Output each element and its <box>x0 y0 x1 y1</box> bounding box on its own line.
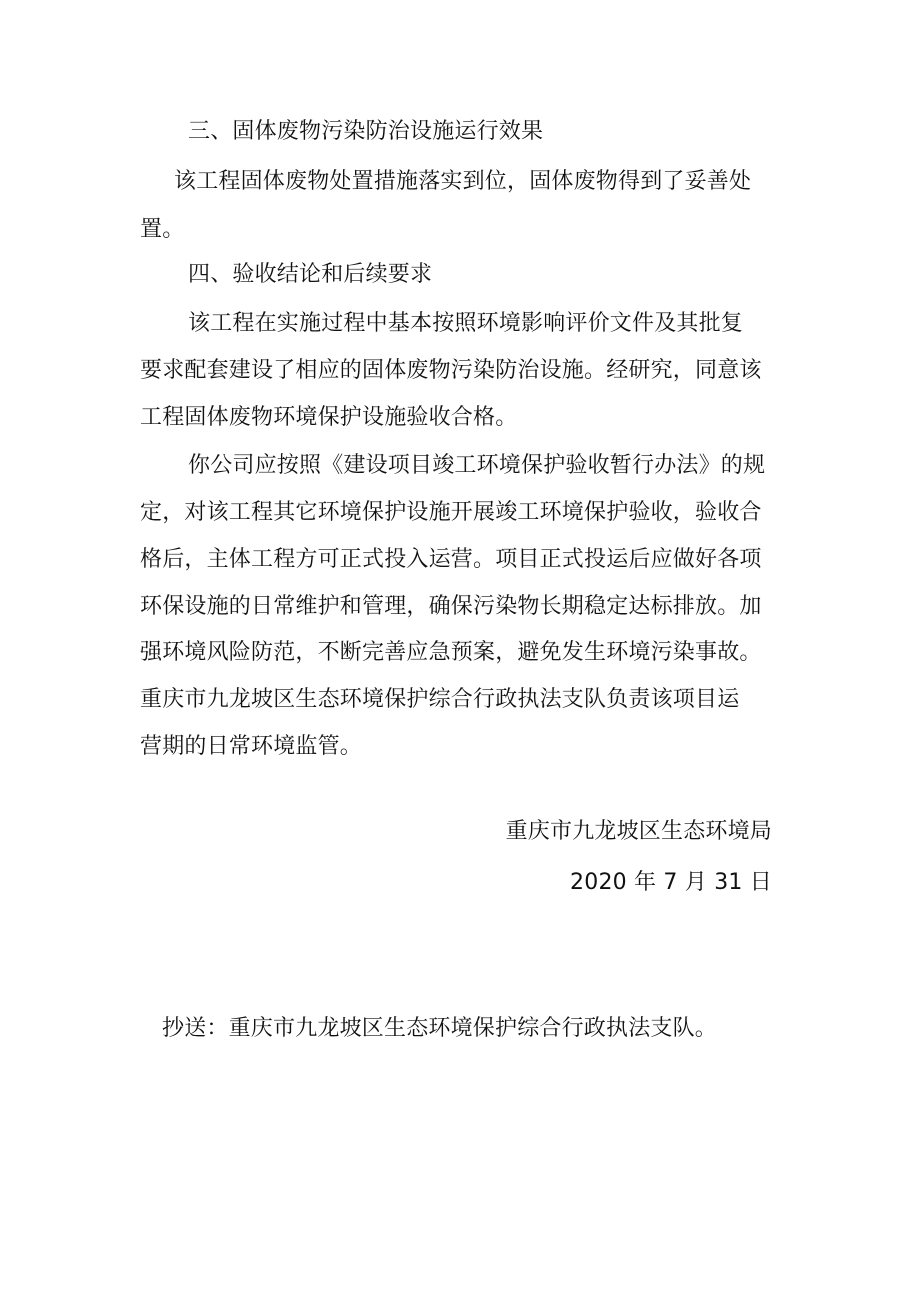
signature-date: 2020 年 7 月 31 日 <box>570 870 772 895</box>
section-3-heading: 三、固体废物污染防治设施运行效果 <box>188 119 544 144</box>
section-3-body-line-2: 置。 <box>140 217 185 242</box>
paragraph-2-line-2: 定，对该工程其它环境保护设施开展竣工环境保护验收，验收合 <box>140 500 762 525</box>
cc-line: 抄送：重庆市九龙坡区生态环境保护综合行政执法支队。 <box>162 1016 718 1041</box>
paragraph-2-line-5: 强环境风险防范，不断完善应急预案，避免发生环境污染事故。 <box>140 640 762 665</box>
section-3-body-line-1: 该工程固体废物处置措施落实到位，固体废物得到了妥善处 <box>174 169 752 194</box>
section-4-heading: 四、验收结论和后续要求 <box>188 262 433 287</box>
paragraph-2-line-7: 营期的日常环境监管。 <box>140 734 363 759</box>
paragraph-1-line-2: 要求配套建设了相应的固体废物污染防治设施。经研究，同意该 <box>140 358 762 383</box>
paragraph-2-line-6: 重庆市九龙坡区生态环境保护综合行政执法支队负责该项目运 <box>140 687 740 712</box>
paragraph-2-line-1: 你公司应按照《建设项目竣工环境保护验收暂行办法》的规 <box>188 453 766 478</box>
signature-organization: 重庆市九龙坡区生态环境局 <box>505 819 772 844</box>
paragraph-2-line-4: 环保设施的日常维护和管理，确保污染物长期稳定达标排放。加 <box>140 594 762 619</box>
paragraph-1-line-1: 该工程在实施过程中基本按照环境影响评价文件及其批复 <box>188 311 744 336</box>
paragraph-1-line-3: 工程固体废物环境保护设施验收合格。 <box>140 405 518 430</box>
paragraph-2-line-3: 格后，主体工程方可正式投入运营。项目正式投运后应做好各项 <box>140 547 762 572</box>
